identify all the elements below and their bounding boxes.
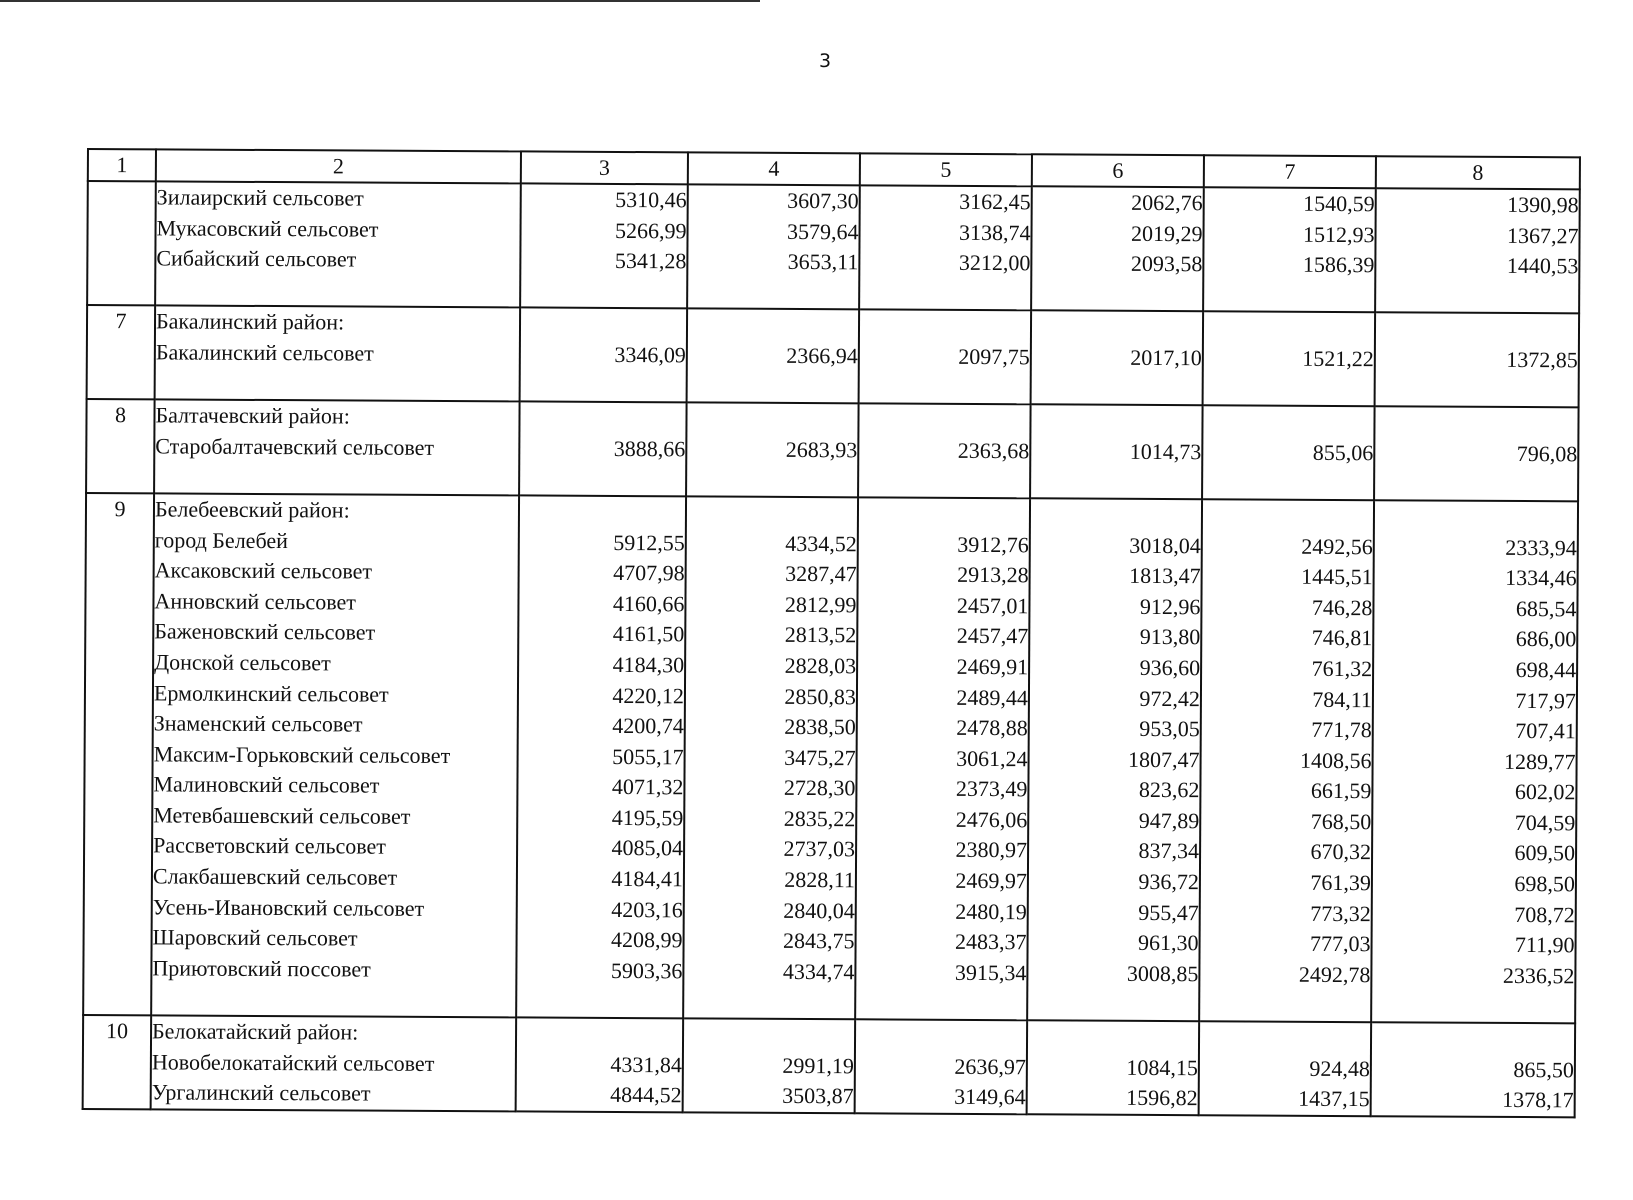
row-spacer xyxy=(856,988,1026,1020)
value-column-5 xyxy=(855,497,1030,1020)
table-cell-value: 4195,59 xyxy=(611,804,684,831)
table-cell-value: 1390,98 xyxy=(1507,191,1579,218)
value-column-8 xyxy=(1374,406,1579,501)
table-cell-value: 2838,50 xyxy=(784,713,856,740)
row-number: 8 xyxy=(86,399,155,493)
table-cell-value: 1084,15 xyxy=(1126,1054,1198,1080)
table-cell-value: 2336,52 xyxy=(1502,962,1575,989)
table-cell-value: 1807,47 xyxy=(1128,746,1200,772)
row-number: 7 xyxy=(87,305,156,399)
row-spacer xyxy=(859,466,1029,498)
value-column-7 xyxy=(1199,1021,1372,1116)
district-title: Белебеевский район: xyxy=(154,496,350,523)
table-cell-value: 3346,09 xyxy=(614,341,686,368)
table-cell-value: 796,08 xyxy=(1516,440,1578,467)
table-cell-value: 4184,41 xyxy=(611,866,683,892)
value-column-8 xyxy=(1371,500,1578,1023)
blank-line xyxy=(1203,500,1373,532)
table-sheet xyxy=(82,148,1579,1111)
table-cell-value: 3138,74 xyxy=(958,219,1031,245)
table-cell-value: 4071,32 xyxy=(611,774,684,800)
district-group-row xyxy=(87,181,1580,314)
table-cell-value: 771,78 xyxy=(1311,716,1372,743)
locality-name: Бакалинский сельсовет xyxy=(155,339,374,366)
table-cell-value: 1813,47 xyxy=(1129,562,1201,589)
table-cell-value: 4844,52 xyxy=(610,1082,682,1108)
table-cell-value: 602,02 xyxy=(1514,779,1576,805)
table-cell-value: 3008,85 xyxy=(1126,960,1199,987)
table-cell-value: 609,50 xyxy=(1514,840,1576,866)
row-spacer xyxy=(1376,281,1578,313)
column-number: 6 xyxy=(1032,154,1204,187)
row-number: 9 xyxy=(83,493,154,1015)
locality-name: Баженовский сельсовет xyxy=(154,618,376,645)
table-cell-value: 1440,53 xyxy=(1506,253,1579,279)
table-cell-value: 1372,85 xyxy=(1506,346,1578,373)
locality-name: Ермолкинский сельсовет xyxy=(153,679,389,707)
table-cell-value: 2062,76 xyxy=(1131,189,1203,216)
table-cell-value: 2017,10 xyxy=(1130,344,1202,371)
table-cell-value: 1408,56 xyxy=(1300,747,1372,773)
table-cell-value: 3212,00 xyxy=(958,250,1031,276)
locality-name: Максим-Горьковский сельсовет xyxy=(153,741,451,768)
table-cell-value: 3912,76 xyxy=(957,531,1029,557)
table-cell-value: 1014,73 xyxy=(1129,438,1202,464)
row-spacer xyxy=(517,986,682,1018)
value-column-7 xyxy=(1203,312,1376,407)
blank-line xyxy=(1203,406,1373,438)
blank-line xyxy=(520,496,685,528)
table-cell-value: 2380,97 xyxy=(955,837,1028,863)
value-column-6 xyxy=(1030,404,1203,499)
table-cell-value: 2019,29 xyxy=(1130,220,1203,246)
table-cell-value: 3018,04 xyxy=(1129,532,1201,558)
blank-line xyxy=(1204,313,1374,345)
value-column-3 xyxy=(516,1017,684,1112)
value-column-6 xyxy=(1027,1020,1200,1115)
row-spacer xyxy=(1204,374,1374,406)
table-cell-value: 4220,12 xyxy=(612,682,685,708)
locality-names-cell xyxy=(151,493,519,1017)
value-column-3 xyxy=(519,402,687,497)
table-cell-value: 947,89 xyxy=(1138,807,1200,834)
locality-name: Донской сельсовет xyxy=(154,649,331,676)
blank-line xyxy=(859,498,1029,530)
locality-name: Рассветовский сельсовет xyxy=(153,832,387,860)
blank-line xyxy=(1375,407,1577,439)
table-cell-value: 972,42 xyxy=(1139,685,1201,711)
value-column-8 xyxy=(1375,313,1580,408)
table-cell-value: 4085,04 xyxy=(611,835,684,861)
table-cell-value: 4334,74 xyxy=(782,958,855,985)
locality-names-cell xyxy=(155,181,521,307)
blank-line xyxy=(517,1018,682,1050)
table-cell-value: 936,60 xyxy=(1139,654,1201,681)
row-number xyxy=(87,181,156,306)
table-cell-value: 2469,91 xyxy=(956,653,1029,680)
table-cell-value: 1521,22 xyxy=(1302,345,1374,372)
column-number: 4 xyxy=(688,152,860,185)
table-cell-value: 1586,39 xyxy=(1302,251,1375,278)
value-column-5 xyxy=(855,1019,1028,1114)
table-cell-value: 2813,52 xyxy=(784,622,857,648)
column-number: 1 xyxy=(88,149,156,181)
value-column-4 xyxy=(687,309,860,404)
table-cell-value: 784,11 xyxy=(1312,686,1373,712)
table-cell-value: 5903,36 xyxy=(610,957,683,984)
blank-line xyxy=(1200,1022,1370,1054)
blank-line xyxy=(856,1020,1026,1052)
row-spacer xyxy=(521,276,686,308)
row-spacer xyxy=(1028,989,1198,1021)
locality-names-cell xyxy=(154,400,520,496)
table-cell-value: 761,32 xyxy=(1311,655,1373,682)
table-cell-value: 661,59 xyxy=(1310,778,1372,804)
row-spacer xyxy=(1203,468,1373,500)
row-spacer xyxy=(1200,990,1370,1022)
table-cell-value: 2636,97 xyxy=(954,1053,1026,1079)
table-cell-value: 4161,50 xyxy=(612,621,685,647)
value-column-7 xyxy=(1202,405,1375,500)
district-group-row xyxy=(83,493,1578,1023)
value-column-7 xyxy=(1199,499,1374,1022)
table-cell-value: 3915,34 xyxy=(954,959,1027,986)
table-cell-value: 2492,56 xyxy=(1301,533,1373,559)
table-cell-value: 3287,47 xyxy=(785,561,857,587)
blank-line xyxy=(521,309,686,341)
value-column-3 xyxy=(516,495,686,1018)
table-body xyxy=(83,149,1580,1117)
blank-line xyxy=(1376,314,1578,346)
value-column-4 xyxy=(687,184,860,309)
table-cell-value: 2991,19 xyxy=(782,1052,854,1078)
table-cell-value: 5912,55 xyxy=(613,529,685,555)
value-column-4 xyxy=(683,496,858,1019)
table-cell-value: 2363,68 xyxy=(957,437,1030,464)
table-cell-value: 2093,58 xyxy=(1130,251,1203,277)
table-cell-value: 685,54 xyxy=(1515,595,1577,622)
table-cell-value: 837,34 xyxy=(1138,838,1200,864)
locality-names-cell xyxy=(151,1015,517,1111)
table-cell-value: 2913,28 xyxy=(957,561,1029,588)
table-cell-value: 2728,30 xyxy=(783,775,856,801)
table-cell-value: 2469,97 xyxy=(955,867,1027,894)
table-cell-value: 4208,99 xyxy=(611,927,683,953)
table-cell-value: 3607,30 xyxy=(787,187,859,214)
table-cell-value: 2492,78 xyxy=(1298,961,1371,988)
table-cell-value: 1289,77 xyxy=(1504,748,1576,775)
table-cell-value: 3475,27 xyxy=(784,744,856,770)
district-title: Бакалинский район: xyxy=(155,308,345,335)
table-cell-value: 2476,06 xyxy=(955,806,1028,833)
row-spacer xyxy=(860,278,1030,310)
table-cell-value: 2489,44 xyxy=(956,684,1029,710)
value-column-6 xyxy=(1031,311,1204,406)
row-spacer xyxy=(687,465,857,497)
table-cell-value: 2478,88 xyxy=(956,714,1028,741)
table-cell-value: 698,50 xyxy=(1514,871,1575,897)
table-cell-value: 4184,30 xyxy=(612,651,685,678)
table-cell-value: 3149,64 xyxy=(954,1084,1026,1110)
table-cell-value: 2835,22 xyxy=(783,805,856,832)
row-spacer xyxy=(1372,991,1574,1023)
district-group-row xyxy=(87,305,1580,407)
table-cell-value: 2828,11 xyxy=(784,866,855,893)
table-cell-value: 1540,59 xyxy=(1303,190,1375,217)
table-cell-value: 4160,66 xyxy=(612,590,685,617)
table-cell-value: 1334,46 xyxy=(1505,565,1577,591)
row-spacer xyxy=(860,372,1030,404)
table-cell-value: 2683,93 xyxy=(785,436,858,463)
table-cell-value: 961,30 xyxy=(1138,930,1199,956)
table-cell-value: 2737,03 xyxy=(783,836,856,862)
table-cell-value: 708,72 xyxy=(1514,901,1575,927)
table-cell-value: 746,28 xyxy=(1311,594,1373,620)
row-spacer xyxy=(1032,279,1202,311)
table-cell-value: 777,03 xyxy=(1310,931,1371,957)
locality-names-cell xyxy=(155,306,521,402)
table-cell-value: 2457,47 xyxy=(956,623,1029,649)
row-spacer xyxy=(521,370,686,402)
value-column-6 xyxy=(1027,498,1202,1021)
blank-line xyxy=(1372,1023,1574,1055)
table-cell-value: 2840,04 xyxy=(783,897,855,923)
table-cell-value: 4331,84 xyxy=(610,1051,682,1077)
table-cell-value: 865,50 xyxy=(1513,1056,1574,1082)
value-column-7 xyxy=(1203,187,1376,312)
table-cell-value: 3888,66 xyxy=(613,435,686,462)
table-cell-value: 4707,98 xyxy=(613,560,685,586)
table-cell-value: 3061,24 xyxy=(956,745,1028,771)
district-group-row xyxy=(86,399,1579,501)
table-cell-value: 4334,52 xyxy=(785,530,857,556)
table-cell-value: 773,32 xyxy=(1310,900,1371,926)
blank-line xyxy=(687,404,857,436)
page-number: 3 xyxy=(818,50,832,72)
row-spacer xyxy=(156,274,519,307)
district-group-row xyxy=(83,1015,1576,1117)
table-cell-value: 2483,37 xyxy=(955,929,1027,955)
table-cell-value: 761,39 xyxy=(1310,869,1371,896)
blank-line xyxy=(1031,499,1201,531)
table-cell-value: 3579,64 xyxy=(786,218,859,244)
locality-name: Слакбашевский сельсовет xyxy=(152,863,398,890)
table-cell-value: 2457,01 xyxy=(956,592,1029,618)
row-spacer xyxy=(152,984,515,1017)
table-cell-value: 3653,11 xyxy=(787,249,859,275)
table-cell-value: 1596,82 xyxy=(1126,1085,1198,1111)
table-cell-value: 3162,45 xyxy=(959,188,1031,215)
district-title: Балтачевский район: xyxy=(155,402,350,429)
locality-name: Мукасовский сельсовет xyxy=(156,214,379,242)
table-cell-value: 2828,03 xyxy=(784,652,857,679)
value-column-5 xyxy=(858,403,1031,498)
locality-name: Ургалинский сельсовет xyxy=(151,1079,371,1106)
value-column-4 xyxy=(683,1018,856,1113)
locality-name: Новобелокатайский сельсовет xyxy=(151,1049,435,1076)
row-spacer xyxy=(688,371,858,403)
value-column-3 xyxy=(520,183,688,308)
table-cell-value: 912,96 xyxy=(1139,593,1201,619)
column-number: 8 xyxy=(1376,156,1580,189)
table-cell-value: 686,00 xyxy=(1515,626,1577,652)
blank-line xyxy=(1375,501,1577,533)
value-column-6 xyxy=(1031,186,1204,311)
table-cell-value: 2812,99 xyxy=(784,591,857,618)
table-cell-value: 670,32 xyxy=(1310,839,1372,865)
table-cell-value: 2333,94 xyxy=(1505,534,1577,560)
table-cell-value: 5341,28 xyxy=(614,248,687,274)
table-cell-value: 1378,17 xyxy=(1502,1087,1574,1113)
table-cell-value: 2843,75 xyxy=(783,928,855,954)
locality-name: Сибайский сельсовет xyxy=(156,245,357,272)
locality-name: Шаровский сельсовет xyxy=(152,924,358,951)
column-number: 3 xyxy=(521,151,688,184)
table-cell-value: 955,47 xyxy=(1138,899,1199,925)
row-spacer xyxy=(1376,375,1578,407)
locality-name: Зилаирский сельсовет xyxy=(156,184,364,211)
locality-name: Метевбашевский сельсовет xyxy=(153,802,411,829)
locality-name: Малиновский сельсовет xyxy=(153,771,380,798)
value-column-5 xyxy=(859,185,1032,310)
table-cell-value: 768,50 xyxy=(1310,808,1372,835)
table-cell-value: 823,62 xyxy=(1138,777,1200,803)
blank-line xyxy=(860,311,1030,343)
data-table xyxy=(82,148,1581,1118)
table-cell-value: 3503,87 xyxy=(782,1083,854,1109)
blank-line xyxy=(1028,1021,1198,1053)
table-cell-value: 4203,16 xyxy=(611,896,683,922)
blank-line xyxy=(684,1019,854,1051)
blank-line xyxy=(859,404,1029,436)
district-title: Белокатайский район: xyxy=(152,1018,359,1045)
value-column-8 xyxy=(1371,1022,1576,1117)
table-cell-value: 1367,27 xyxy=(1506,222,1579,248)
table-cell-value: 936,72 xyxy=(1138,868,1199,895)
row-spacer xyxy=(684,987,854,1019)
row-number: 10 xyxy=(83,1015,152,1109)
value-column-3 xyxy=(520,308,688,403)
table-cell-value: 707,41 xyxy=(1515,718,1576,744)
locality-name: Усень-Ивановский сельсовет xyxy=(152,894,425,921)
row-spacer xyxy=(155,462,518,495)
table-cell-value: 924,48 xyxy=(1309,1055,1370,1081)
blank-line xyxy=(1031,405,1201,437)
locality-name: Знаменский сельсовет xyxy=(153,710,363,737)
row-spacer xyxy=(1375,469,1577,501)
table-cell-value: 2366,94 xyxy=(786,342,858,369)
table-cell-value: 855,06 xyxy=(1312,439,1374,465)
top-rule xyxy=(0,0,760,2)
locality-name: Аксаковский сельсовет xyxy=(154,557,373,584)
table-cell-value: 5310,46 xyxy=(615,186,687,213)
table-cell-value: 1445,51 xyxy=(1301,563,1373,590)
table-cell-value: 1437,15 xyxy=(1298,1085,1370,1112)
value-column-4 xyxy=(686,403,859,498)
column-number: 5 xyxy=(860,153,1032,186)
column-number: 7 xyxy=(1204,155,1376,188)
row-spacer xyxy=(520,464,685,496)
locality-name: город Белебей xyxy=(154,526,289,553)
table-cell-value: 4200,74 xyxy=(612,713,684,739)
table-cell-value: 5266,99 xyxy=(614,217,687,243)
row-spacer xyxy=(688,277,858,309)
table-cell-value: 2850,83 xyxy=(784,683,857,709)
blank-line xyxy=(520,403,685,435)
value-column-8 xyxy=(1375,188,1580,314)
table-cell-value: 698,44 xyxy=(1515,656,1577,683)
blank-line xyxy=(1032,312,1202,344)
locality-name: Приютовский поссовет xyxy=(152,955,371,982)
row-spacer xyxy=(1032,373,1202,405)
table-cell-value: 2097,75 xyxy=(958,343,1030,370)
table-cell-value: 711,90 xyxy=(1514,932,1575,958)
table-cell-value: 5055,17 xyxy=(612,743,684,770)
table-cell-value: 1512,93 xyxy=(1302,221,1375,247)
table-cell-value: 746,81 xyxy=(1311,625,1373,651)
column-number: 2 xyxy=(156,149,521,183)
table-cell-value: 704,59 xyxy=(1514,809,1576,836)
row-spacer xyxy=(156,368,519,401)
table-cell-value: 913,80 xyxy=(1139,624,1201,650)
table-cell-value: 2480,19 xyxy=(955,898,1027,924)
row-spacer xyxy=(1031,467,1201,499)
table-cell-value: 953,05 xyxy=(1139,715,1200,742)
value-column-5 xyxy=(859,310,1032,405)
locality-name: Анновский сельсовет xyxy=(154,588,356,615)
table-cell-value: 2373,49 xyxy=(955,776,1028,802)
blank-line xyxy=(687,497,857,529)
table-cell-value: 717,97 xyxy=(1515,687,1577,713)
blank-line xyxy=(688,310,858,342)
row-spacer xyxy=(1204,280,1374,312)
locality-name: Старобалтачевский сельсовет xyxy=(155,433,435,460)
